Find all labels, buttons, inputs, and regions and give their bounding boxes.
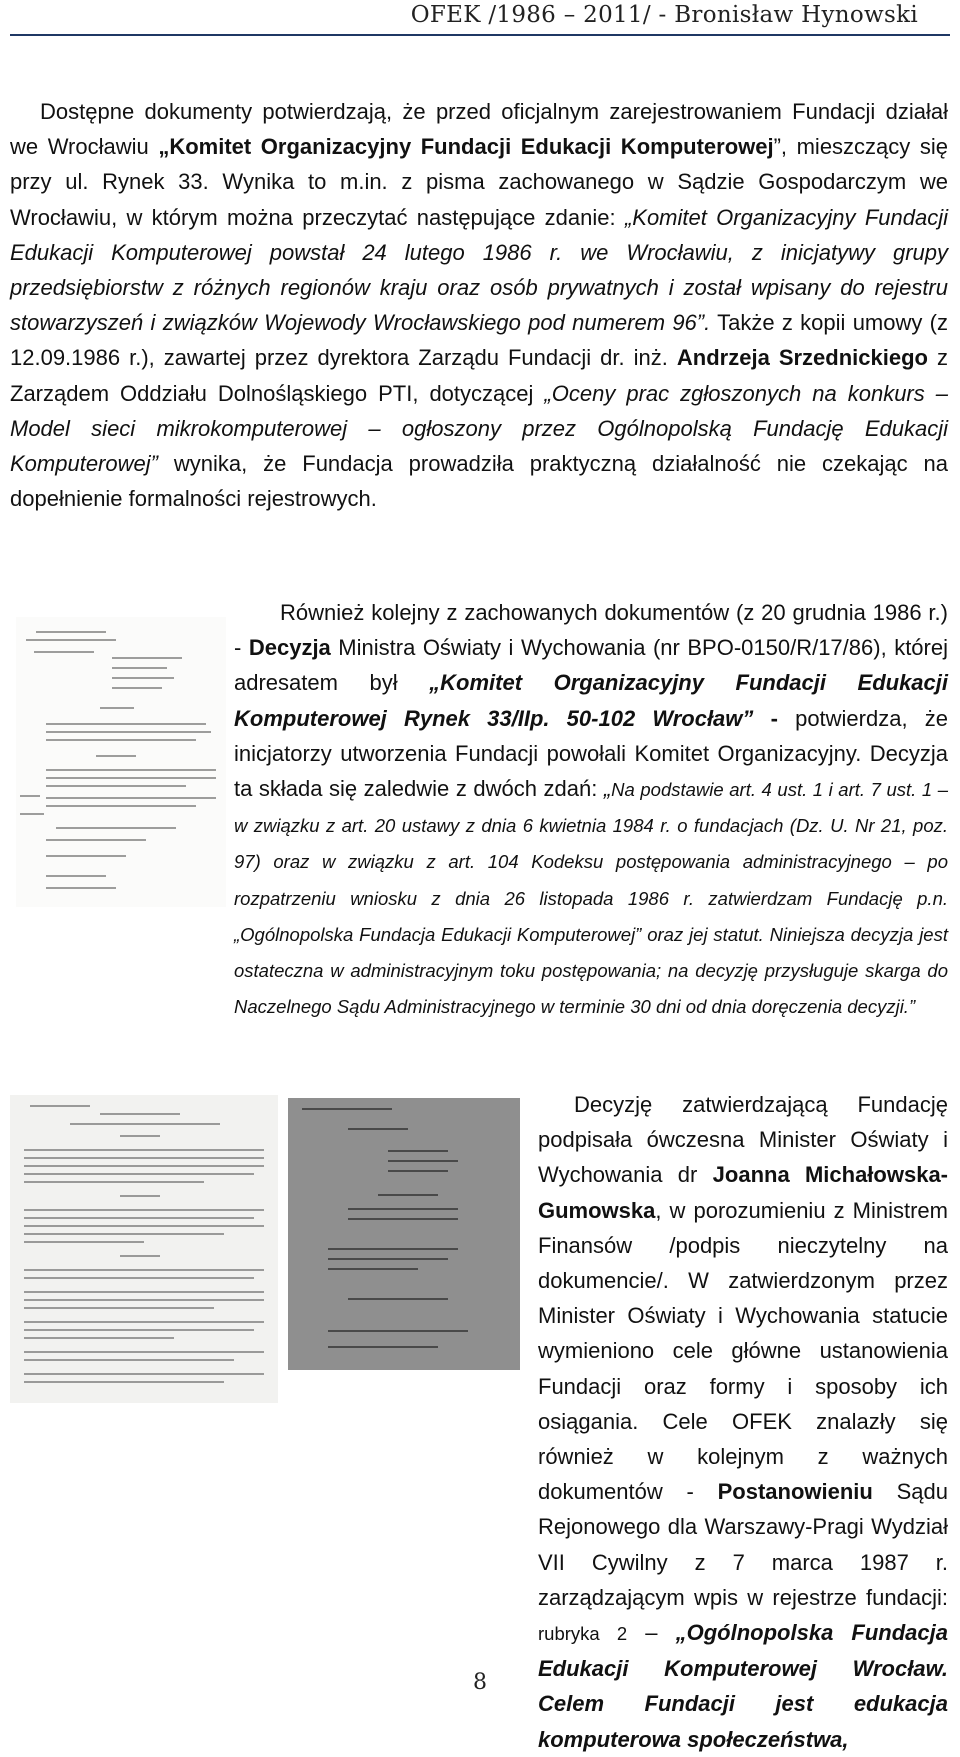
scanned-document-image-1 [16, 617, 226, 907]
p1-committee-bold: „Komitet Organizacyjny Fundacji Edukacji Komputerowej [158, 134, 774, 160]
p3-rubric: rubryka 2 [538, 1623, 628, 1645]
p2-quote-open: „ [603, 776, 612, 802]
scanned-statute-image [10, 1095, 278, 1403]
page-header [0, 0, 960, 34]
p3-text-d: – [627, 1620, 676, 1646]
p3-minister-bold: Joanna Michałowska-Gumowska [538, 1162, 948, 1223]
p2-addressee: „Komitet Organizacyjny Fundacji Edukacji Komputerowej Rynek 33/IIp. 50-102 Wrocław” [234, 670, 948, 731]
p1-text-d: z Zarządem Oddziału Dolnośląskiego PTI, dotyczącej [10, 345, 948, 406]
p2-decision-bold: Decyzja [248, 635, 331, 661]
page-number: 8 [473, 1670, 487, 1695]
p3-text-c: Sądu Rejonowego dla Warszawy-Pragi Wydział VII Cywilny z 7 marca 1987 r. zarządzającym wpis w rejestrze fundacji: [538, 1479, 948, 1610]
paragraph-1 [10, 94, 948, 516]
p2-text-a: Również kolejny z zachowanych dokumentów (z 20 grudnia 1986 r.) - [234, 600, 948, 661]
p2-decision-quote: Na podstawie art. 4 ust. 1 i art. 7 ust. 1 – w związku z art. 20 ustawy z dnia 6 kwietnia 1984 r. o fundacjach (Dz. U. Nr 21, poz. 97) oraz w związku z art. 104 Kodeksu postępowania administracyjnego – po rozpatrzeniu wniosku z dnia 26 listopada 1986 r. zatwierdzam Fundację p.n. „Ogólnopolska Fundacja Edukacji Komputerowej” oraz jej statut. Niniejsza decyzja jest ostateczna w administracyjnym toku postępowania; na decyzję przysługuje skarga do Naczelnego Sądu Administracyjnego w terminie 30 dni od dnia doręczenia decyzji.” [234, 779, 948, 1018]
paragraph-2 [234, 595, 948, 1024]
p2-text-b: Ministra Oświaty i Wychowania (nr BPO-0150/R/17/86), której adresatem był [234, 635, 948, 696]
p1-contest-quote: „Oceny prac zgłoszonych na konkurs – Model sieci mikrokomputerowej – ogłoszony przez Ogólnopolską Fundację Edukacji Komputerowej” [10, 380, 949, 477]
p3-ruling-bold: Postanowieniu [717, 1479, 873, 1505]
scanned-decision-photo [288, 1098, 520, 1370]
header-rule [10, 34, 950, 36]
paragraph-3 [538, 1087, 948, 1757]
p1-quote: „Komitet Organizacyjny Fundacji Edukacji Komputerowej powstał 24 lutego 1986 r. we Wrocławiu, z inicjatywy grupy przedsiębiorstw z różnych regionów kraju oraz osób prywatnych i został wpisany do rejestru stowarzyszeń i związków Wojewody Wrocławskiego pod numerem 96”. [10, 204, 948, 336]
p3-foundation-quote: „Ogólnopolska Fundacja Edukacji Komputerowej Wrocław. Celem Fundacji jest edukacja komputerowa społeczeństwa, [538, 1620, 948, 1752]
p2-dash: - [753, 705, 796, 731]
p1-name-bold: Andrzeja Srzednickiego [676, 345, 928, 371]
p1-text-c: Także z kopii umowy (z 12.09.1986 r.), zawartej przez dyrektora Zarządu Fundacji dr. inż. [10, 310, 948, 371]
p2-text-c: potwierdza, że inicjatorzy utworzenia Fundacji powołali Komitet Organizacyjny. Decyzja ta składa się zaledwie z dwóch zdań: [234, 705, 948, 802]
running-title: OFEK /1986 – 2011/ - Bronisław Hynowski [410, 2, 918, 28]
p1-text-b: ”, mieszczący się przy ul. Rynek 33. Wynika to m.in. z pisma zachowanego w Sądzie Gospodarczym we Wrocławiu, w którym można przeczytać następujące zdanie: [10, 134, 948, 230]
p3-text-a: Decyzję zatwierdzającą Fundację podpisała ówczesna Minister Oświaty i Wychowania dr [538, 1092, 948, 1188]
p1-text-e: wynika, że Fundacja prowadziła praktyczną działalność nie czekając na dopełnienie formalności rejestrowych. [10, 451, 948, 512]
p1-text-a: Dostępne dokumenty potwierdzają, że przed oficjalnym zarejestrowaniem Fundacji działał we Wrocławiu [10, 99, 948, 160]
p3-text-b: , w porozumieniu z Ministrem Finansów /podpis nieczytelny na dokumencie/. W zatwierdzonym przez Minister Oświaty i Wychowania statucie wymieniono cele główne ustanowienia Fundacji oraz formy i sposoby ich osiągania. Cele OFEK znalazły się również w kolejnym z ważnych dokumentów - [538, 1197, 948, 1505]
